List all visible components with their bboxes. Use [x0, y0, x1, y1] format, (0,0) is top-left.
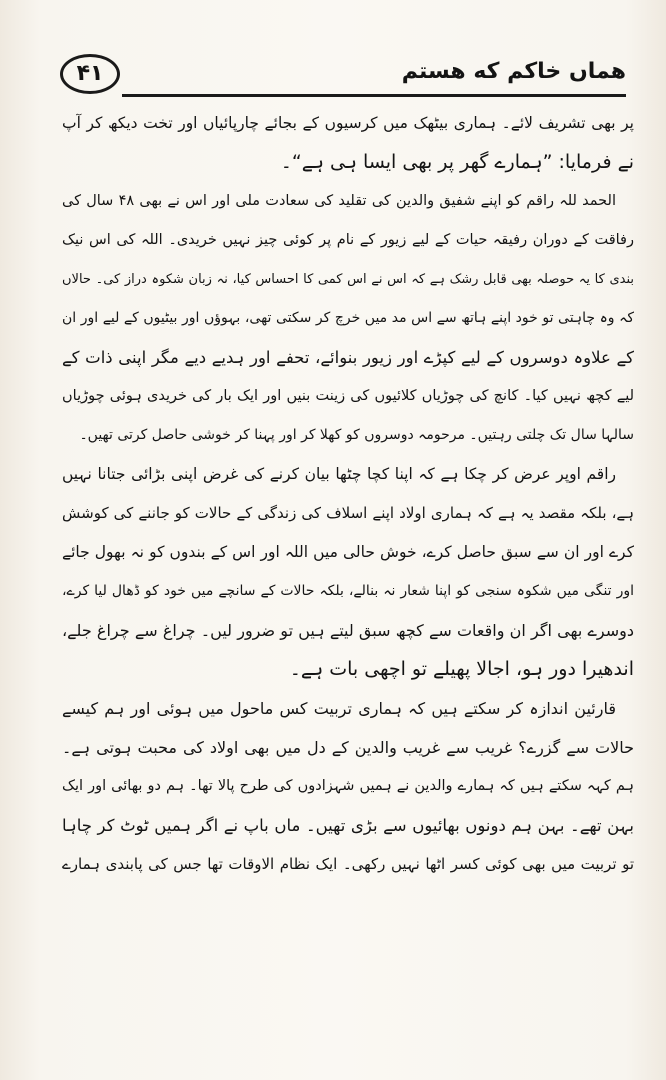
text-line: اور تنگی میں شکوہ سنجی کو اپنا شعار نہ بنالے، بلکہ حالات کے سانچے میں خود کو ڈھال لیا کرے، [62, 583, 634, 599]
text-line: لیے کچھ نہیں کیا۔ کانچ کی چوڑیاں کلائیوں کی زینت بنیں اور ایک بار کی خریدی ہوئی چوڑیاں [62, 388, 634, 404]
body-text [62, 104, 634, 1064]
text-line: کرے اور ان سے سبق حاصل کرے، خوش حالی میں اللہ اور اس کے بندوں کو نہ بھول جائے [62, 543, 634, 561]
text-line: بندی کا یہ حوصلہ بھی قابل رشک ہے کہ اس نے اس کمی کا احساس کیا، نہ زبان شکوہ دراز کی۔ حالاں [62, 272, 634, 287]
text-line: تو تربیت میں بھی کوئی کسر اٹھا نہیں رکھی۔ ایک نظام الاوقات تھا جس کی پابندی ہمارے [62, 855, 634, 873]
text-line: بہن تھے۔ بہن ہم دونوں بھائیوں سے بڑی تھیں۔ ماں باپ نے اگر ہمیں ٹوٹ کر چاہا [62, 816, 634, 835]
text-line: الحمد للہ راقم کو اپنے شفیق والدین کی تقلید کی سعادت ملی اور اس نے بھی ۴۸ سال کی [62, 193, 616, 209]
text-line: راقم اوپر عرض کر چکا ہے کہ اپنا کچا چٹھا بیان کرنے کی غرض اپنی بڑائی جتانا نہیں [62, 465, 616, 483]
text-line: ہے، بلکہ مقصد یہ ہے کہ ہماری اولاد اپنے اسلاف کی زندگی کے حالات کو جاننے کی کوشش [62, 504, 634, 522]
text-line: پر بھی تشریف لائے۔ ہماری بیٹھک میں کرسیوں کے بجائے چارپائیاں اور تخت دیکھ کر آپ [62, 114, 634, 132]
text-line: کے علاوہ دوسروں کے لیے کپڑے اور زیور بنوائے، تحفے اور ہدیے دیے مگر اپنی ذات کے [62, 348, 634, 367]
text-line: اندھیرا دور ہو، اجالا پھیلے تو اچھی بات ہے۔ [289, 658, 634, 680]
text-line: دوسرے بھی اگر ان واقعات سے کچھ سبق لیتے ہیں تو ضرور لیں۔ چراغ سے چراغ جلے، [62, 621, 634, 640]
text-line: سالہا سال تک چلتی رہتیں۔ مرحومہ دوسروں کو کھلا کر اور پہنا کر خوشی حاصل کرتی تھیں۔ [79, 427, 634, 443]
page-number: ۴۱ [60, 54, 120, 94]
text-line: نے فرمایا: ”ہمارے گھر پر بھی ایسا ہی ہے“۔ [280, 151, 634, 173]
text-line: کہ وہ چاہتی تو خود اپنے ہاتھ سے اس مد میں خرچ کر سکتی تھی، بہوؤں اور بیٹیوں کے لیے اور ان [62, 310, 634, 326]
text-line: قارئین اندازہ کر سکتے ہیں کہ ہماری تربیت کس ماحول میں ہوئی اور ہم کیسے [62, 699, 617, 718]
header-rule [122, 94, 626, 97]
text-line: ہم کہہ سکتے ہیں کہ ہمارے والدین نے ہمیں شہزادوں کی طرح پالا تھا۔ ہم دو بھائی اور ایک [62, 778, 634, 794]
page-header [60, 50, 626, 102]
text-line: حالات سے گزرے؟ غریب سے غریب والدین کے دل میں بھی اولاد کی محبت ہوتی ہے۔ [62, 738, 634, 757]
running-title: هماں خاکم که هستم [401, 59, 626, 84]
text-line: رفاقت کے دوران رفیقہ حیات کے لیے زیور کے نام پر کوئی چیز نہیں خریدی۔ اللہ کی اس نیک [62, 232, 634, 248]
